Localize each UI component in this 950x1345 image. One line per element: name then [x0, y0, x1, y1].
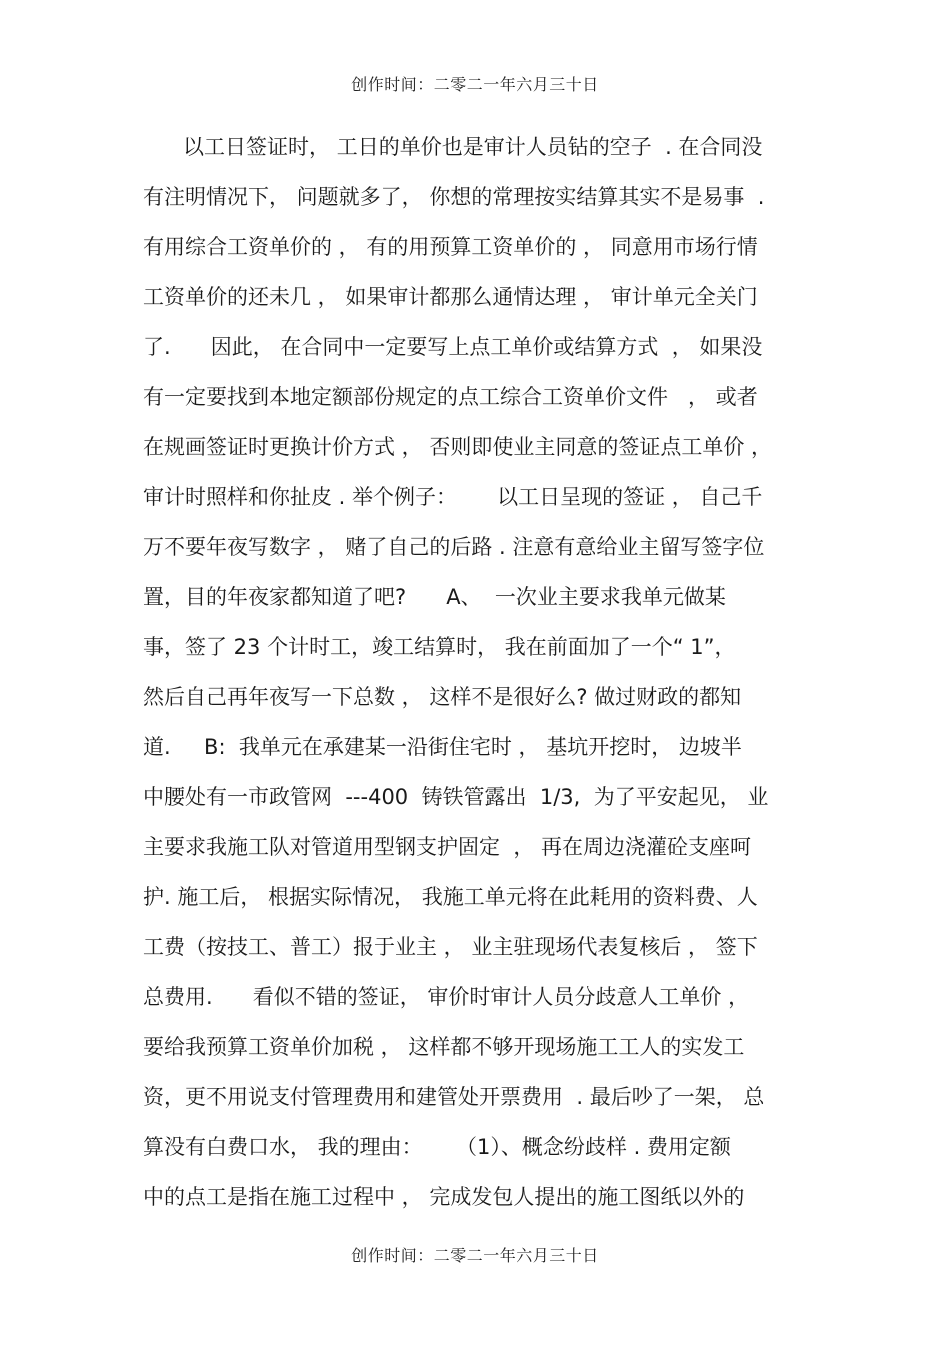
text-line: 要给我预算工资单价加税 ， 这样都不够开现场施工工人的实发工: [143, 1035, 745, 1059]
text-line: 审计时照样和你扯皮 . 举个例子： 以工日呈现的签证 ， 自己千: [143, 485, 763, 509]
text-line: 有用综合工资单价的 ， 有的用预算工资单价的 ， 同意用市场行情: [143, 235, 758, 259]
text-line: 护. 施工后， 根据实际情况， 我施工单元将在此耗用的资料费、人: [143, 885, 758, 909]
text-line: 工资单价的还未几 ， 如果审计都那么通情达理 ， 审计单元全关门: [143, 285, 758, 309]
text-line: 万不要年夜写数字 ， 赌了自己的后路 . 注意有意给业主留写签字位: [143, 535, 765, 559]
text-line: 中的点工是指在施工过程中 ， 完成发包人提出的施工图纸以外的: [143, 1185, 745, 1209]
text-line: 置，目的年夜家都知道了吧? A、 一次业主要求我单元做某: [143, 585, 726, 609]
text-line: 工费（按技工、普工）报于业主 ， 业主驻现场代表复核后 ， 签下: [143, 935, 758, 959]
text-line: 中腰处有一市政管网 ---400 铸铁管露出 1/3, 为了平安起见， 业: [143, 785, 769, 809]
text-line: 道. B: 我单元在承建某一沿街住宅时 ， 基坑开挖时， 边坡半: [143, 735, 742, 759]
text-line: 事，签了 23 个计时工，竣工结算时， 我在前面加了一个“ 1”，: [143, 635, 736, 659]
text-line: 有注明情况下， 问题就多了， 你想的常理按实结算其实不是易事 .: [143, 185, 765, 209]
text-line: 算没有白费口水， 我的理由： （1）、概念纷歧样 . 费用定额: [143, 1135, 731, 1159]
page-header: 创作时间：二零二一年六月三十日: [351, 75, 599, 94]
text-line: 以工日签证时， 工日的单价也是审计人员钻的空子 . 在合同没: [143, 135, 763, 159]
body-text: [143, 122, 823, 1222]
text-line: 在规画签证时更换计价方式 ， 否则即使业主同意的签证点工单价 ，: [143, 435, 773, 459]
text-line: 有一定要找到本地定额部份规定的点工综合工资单价文件 ， 或者: [143, 385, 758, 409]
page-footer: 创作时间：二零二一年六月三十日: [351, 1246, 599, 1265]
text-line: 然后自己再年夜写一下总数 ， 这样不是很好么? 做过财政的都知: [143, 685, 742, 709]
text-line: 了. 因此， 在合同中一定要写上点工单价或结算方式 ， 如果没: [143, 335, 763, 359]
text-line: 总费用. 看似不错的签证， 审价时审计人员分歧意人工单价 ，: [143, 985, 750, 1009]
text-line: 主要求我施工队对管道用型钢支护固定 ， 再在周边浇灌砼支座呵: [143, 835, 752, 859]
text-line: 资，更不用说支付管理费用和建管处开票费用 . 最后吵了一架， 总: [143, 1085, 765, 1109]
